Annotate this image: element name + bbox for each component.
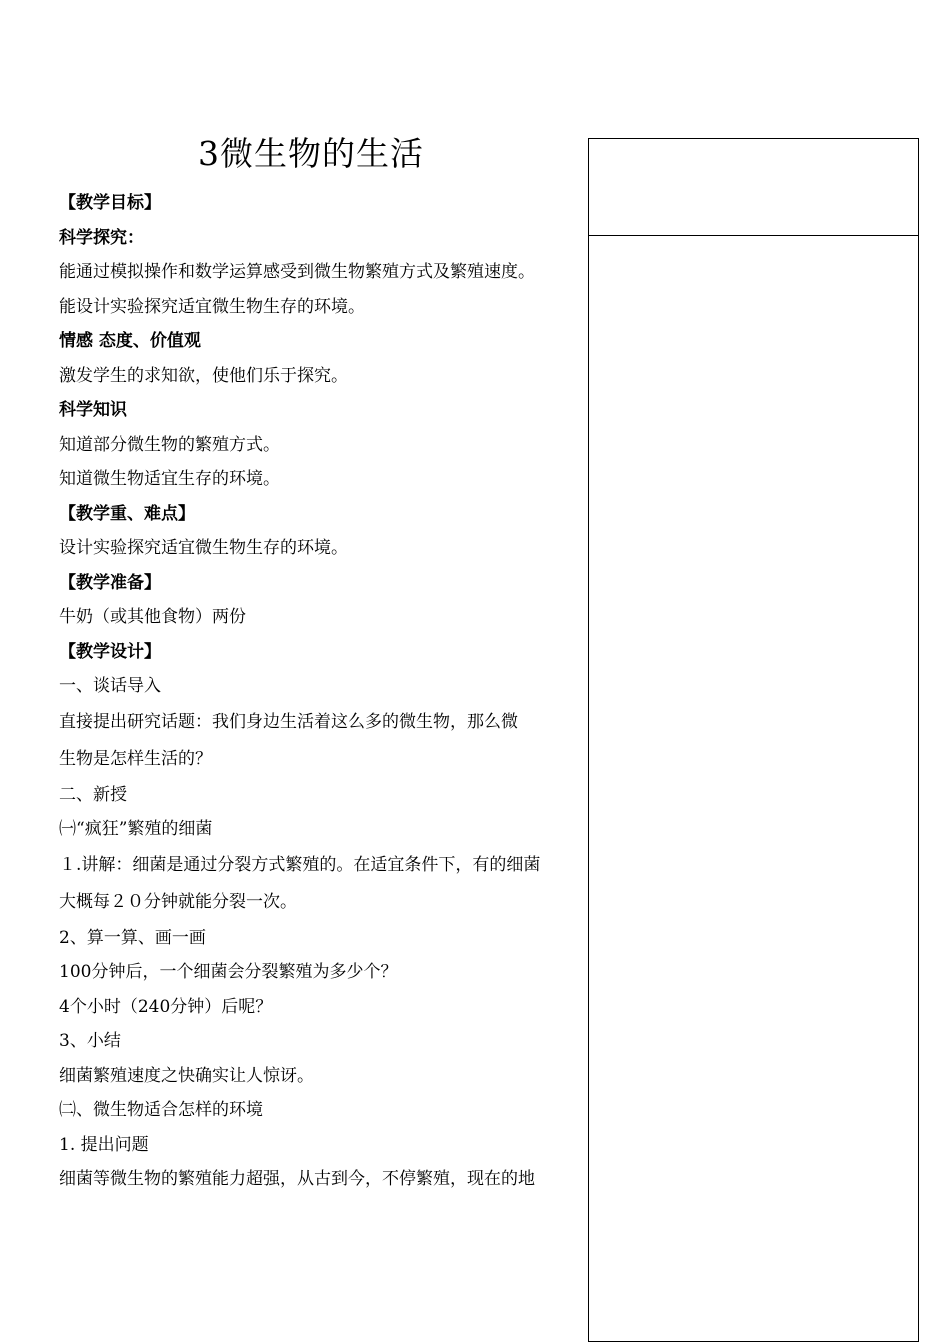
section-heading: 科学探究：: [59, 227, 144, 248]
body-text-line: ㈡、微生物适合怎样的环境: [59, 1100, 263, 1120]
section-heading: 情感 态度、价值观: [59, 331, 201, 351]
section-heading: 【教学重、难点】: [59, 503, 195, 524]
section-heading: 【教学目标】: [59, 193, 161, 213]
body-text-line: 100分钟后，一个细菌会分裂繁殖为多少个？: [59, 962, 398, 982]
notes-sidebar-box: [588, 138, 919, 1342]
body-text-line: 能设计实验探究适宜微生物生存的环境。: [59, 296, 365, 317]
section-heading: 【教学准备】: [59, 572, 161, 593]
section-heading: 【教学设计】: [59, 641, 161, 662]
body-text-line: 二、新授: [59, 784, 127, 805]
body-text-line: 大概每２０分钟就能分裂一次。: [59, 891, 297, 912]
body-text-line: 设计实验探究适宜微生物生存的环境。: [59, 538, 348, 558]
body-text-line: 一、谈话导入: [59, 676, 161, 696]
body-text-line: １.讲解：细菌是通过分裂方式繁殖的。在适宜条件下，有的细菌: [59, 854, 541, 875]
body-text-line: 牛奶（或其他食物）两份: [59, 607, 246, 627]
body-text-line: 知道部分微生物的繁殖方式。: [59, 434, 280, 455]
body-text-line: 1. 提出问题: [59, 1134, 149, 1155]
body-text-line: 激发学生的求知欲，使他们乐于探究。: [59, 365, 348, 386]
body-text-line: 能通过模拟操作和数学运算感受到微生物繁殖方式及繁殖速度。: [59, 262, 535, 282]
page-title: 3微生物的生活: [198, 134, 424, 173]
section-heading: 科学知识: [59, 400, 127, 420]
body-text-line: ㈠“疯狂”繁殖的细菌: [59, 819, 213, 839]
body-text-line: 生物是怎样生活的？: [59, 748, 212, 769]
body-text-line: 细菌繁殖速度之快确实让人惊讶。: [59, 1065, 314, 1086]
sidebar-divider: [589, 235, 918, 236]
lesson-plan-body: [59, 186, 589, 1197]
body-text-line: 直接提出研究话题：我们身边生活着这么多的微生物，那么微: [59, 711, 518, 732]
body-text-line: 知道微生物适宜生存的环境。: [59, 469, 280, 489]
body-text-line: 2、算一算、画一画: [59, 927, 206, 948]
body-text-line: 4个小时（240分钟）后呢？: [59, 996, 273, 1017]
body-text-line: 3、小结: [59, 1031, 121, 1051]
body-text-line: 细菌等微生物的繁殖能力超强，从古到今，不停繁殖，现在的地: [59, 1169, 535, 1189]
